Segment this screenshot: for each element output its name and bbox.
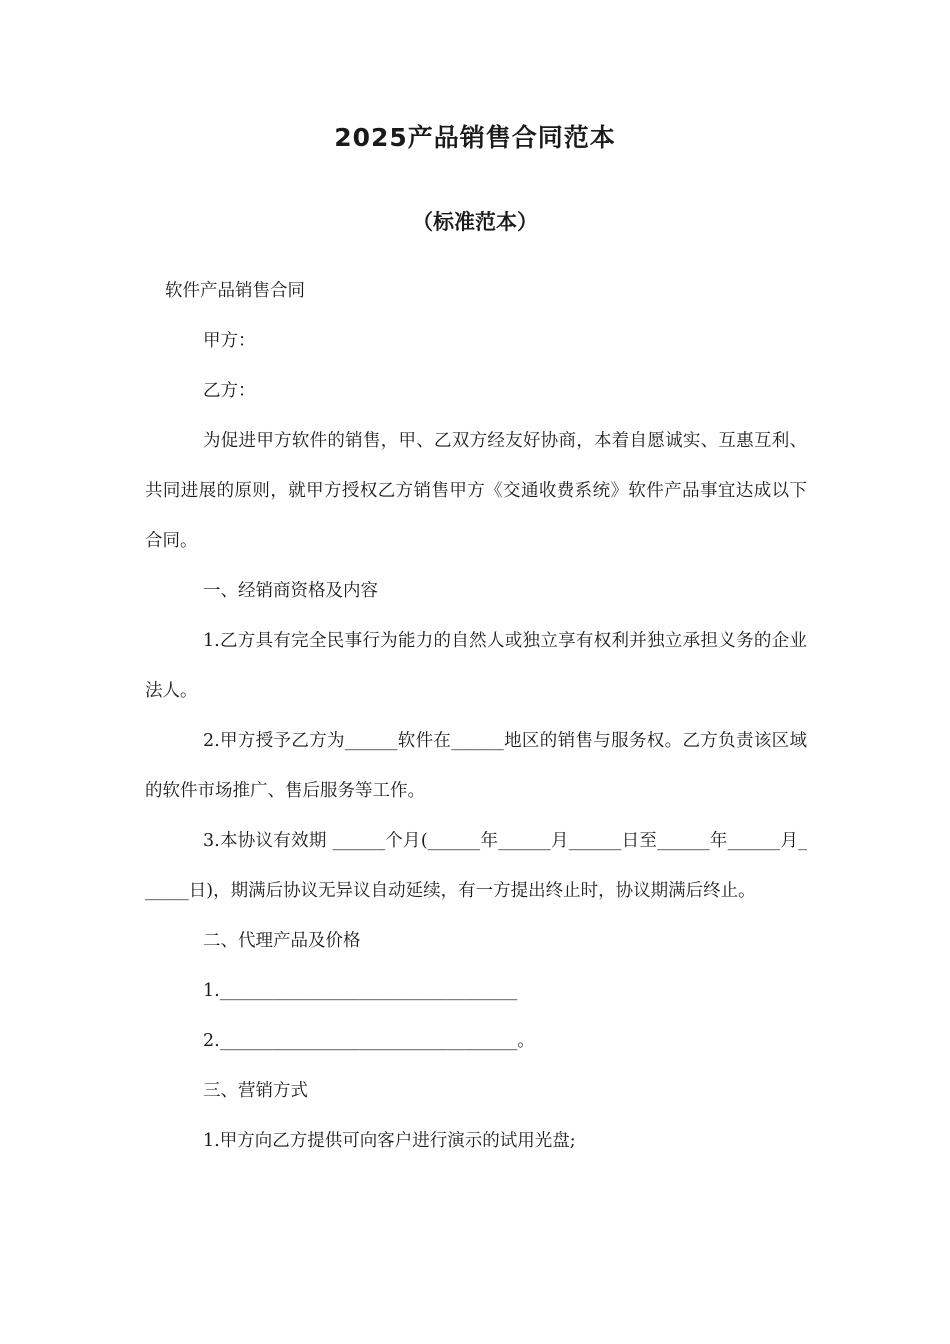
- section-1-item-1: 1.乙方具有完全民事行为能力的自然人或独立享有权利并独立承担义务的企业法人。: [145, 631, 807, 701]
- contract-heading: 软件产品销售合同: [165, 281, 305, 301]
- section-1-title: 一、经销商资格及内容: [203, 581, 378, 601]
- section-2-title: 二、代理产品及价格: [203, 931, 361, 951]
- section-3-title: 三、营销方式: [203, 1081, 308, 1101]
- document-subtitle: （标准范本）: [412, 210, 538, 234]
- section-2-item-1: 1.__________________________________: [203, 981, 518, 1001]
- section-1-item-3: 3.本协议有效期 ______个月(______年______月______日至______年______月______日)，期满后协议无异议自动延续，有一方提出终止时，协议期满后终止。: [145, 831, 807, 901]
- party-b-line: 乙方：: [203, 381, 256, 401]
- party-a-line: 甲方：: [203, 331, 256, 351]
- document-title: 2025产品销售合同范本: [334, 123, 616, 152]
- section-3-item-1: 1.甲方向乙方提供可向客户进行演示的试用光盘;: [203, 1131, 576, 1151]
- intro-paragraph: 为促进甲方软件的销售，甲、乙双方经友好协商，本着自愿诚实、互惠互利、共同进展的原则，就甲方授权乙方销售甲方《交通收费系统》软件产品事宜达成以下合同。: [145, 431, 807, 551]
- section-1-item-2: 2.甲方授予乙方为______软件在______地区的销售与服务权。乙方负责该区域的软件市场推广、售后服务等工作。: [145, 731, 807, 801]
- document-body: [145, 266, 807, 1166]
- section-2-item-2: 2.__________________________________。: [203, 1031, 535, 1051]
